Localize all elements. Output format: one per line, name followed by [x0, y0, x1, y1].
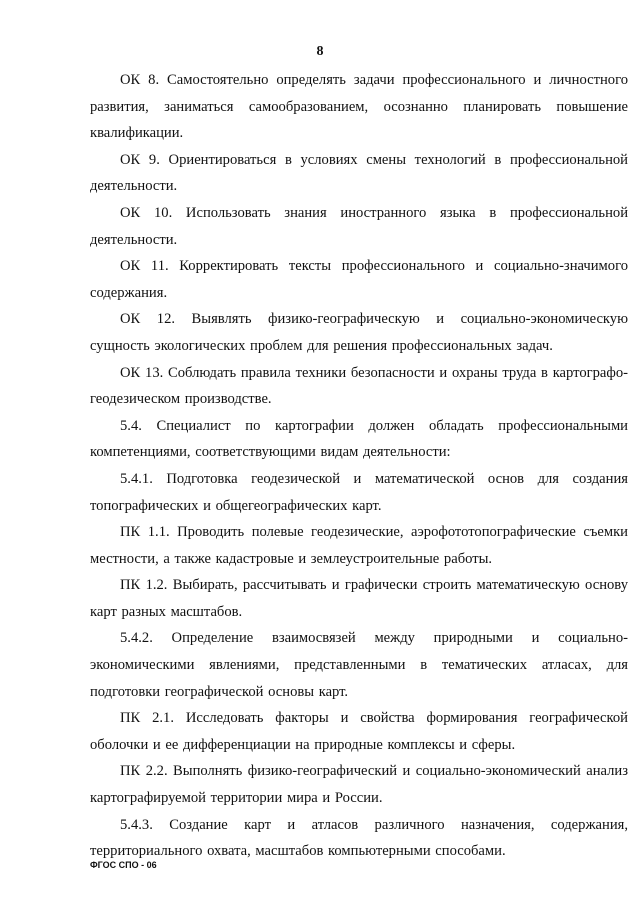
paragraph-ok9: ОК 9. Ориентироваться в условиях смены технологий в профессиональной деятельности.	[90, 151, 628, 195]
paragraph-5-4-3: 5.4.3. Создание карт и атласов различного назначения, содержания, территориального охвата, масштабов компьютерными способами.	[90, 816, 628, 860]
document-body	[90, 67, 628, 865]
paragraph-pk2-1: ПК 2.1. Исследовать факторы и свойства формирования географической оболочки и ее дифференциации на природные комплексы и сферы.	[90, 710, 628, 753]
paragraph-5-4-2: 5.4.2. Определение взаимосвязей между природными и социально-экономическими явлениями, представленными в тематических атласах, для подготовки географической основы карт.	[90, 630, 628, 700]
paragraph-5-4: 5.4. Специалист по картографии должен обладать профессиональными компетенциями, соответствующими видам деятельности:	[90, 417, 628, 461]
paragraph-5-4-1: 5.4.1. Подготовка геодезической и математической основ для создания топографических и общегеографических карт.	[90, 470, 628, 514]
paragraph-ok12: ОК 12. Выявлять физико-географическую и социально-экономическую сущность экологических проблем для решения профессиональных задач.	[90, 311, 628, 354]
paragraph-pk1-2: ПК 1.2. Выбирать, рассчитывать и графически строить математическую основу карт разных масштабов.	[90, 577, 628, 620]
footer-label: ФГОС СПО - 06	[90, 860, 157, 870]
page-number: 8	[316, 44, 324, 59]
paragraph-ok10: ОК 10. Использовать знания иностранного языка в профессиональной деятельности.	[90, 204, 628, 248]
paragraph-ok11: ОК 11. Корректировать тексты профессионального и социально-значимого содержания.	[90, 258, 628, 301]
paragraph-pk1-1: ПК 1.1. Проводить полевые геодезические, аэрофототопографические съемки местности, а также кадастровые и землеустроительные работы.	[90, 524, 628, 567]
paragraph-ok13: ОК 13. Соблюдать правила техники безопасности и охраны труда в картографо-геодезическом производстве.	[90, 364, 628, 408]
paragraph-pk2-2: ПК 2.2. Выполнять физико-географический и социально-экономический анализ картографируемой территории мира и России.	[90, 763, 628, 807]
paragraph-ok8: ОК 8. Самостоятельно определять задачи профессионального и личностного развития, заниматься самообразованием, осознанно планировать повышение квалификации.	[90, 72, 628, 142]
